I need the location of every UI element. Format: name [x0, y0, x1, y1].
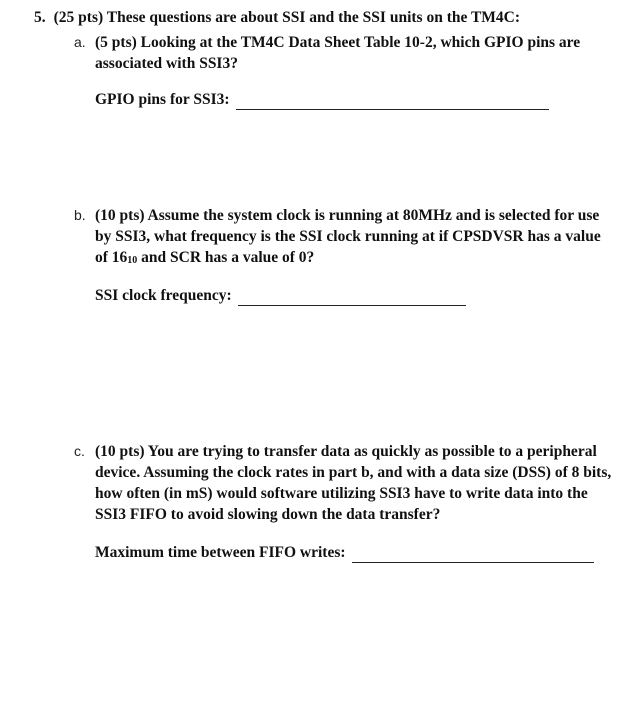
- part-a: [74, 32, 619, 74]
- part-c-prompt: [95, 441, 619, 525]
- part-c-answer-label: Maximum time between FIFO writes:: [95, 544, 346, 561]
- part-c-line-2: device. Assuming the clock rates in part b, and with a data size (DSS) of 8 bits,: [95, 464, 612, 481]
- question-number: 5.: [34, 9, 46, 26]
- part-b-line-2: by SSI3, what frequency is the SSI clock running at if CPSDVSR has a value: [95, 228, 601, 245]
- part-b-answer-blank[interactable]: [238, 289, 466, 306]
- part-b-line-3: [95, 247, 619, 270]
- part-a-answer-label: GPIO pins for SSI3:: [95, 91, 230, 108]
- part-c-answer-blank[interactable]: [352, 546, 594, 563]
- part-c-line-4: SSI3 FIFO to avoid slowing down the data transfer?: [95, 506, 441, 523]
- part-c-answer: [95, 543, 594, 563]
- question-header-text: (25 pts) These questions are about SSI and the SSI units on the TM4C:: [53, 9, 521, 26]
- part-b-answer: [95, 286, 466, 306]
- part-b-answer-label: SSI clock frequency:: [95, 287, 232, 304]
- part-b-line-3-post: and SCR has a value of 0?: [137, 249, 315, 266]
- part-b-letter: b.: [74, 207, 86, 223]
- question-header: [34, 8, 520, 28]
- part-b-line-3-pre: of 16: [95, 249, 128, 266]
- part-c-line-3: how often (in mS) would software utilizing SSI3 have to write data into the: [95, 485, 588, 502]
- part-b-line-3-subscript: 10: [127, 255, 138, 266]
- part-c: [74, 441, 619, 525]
- part-a-letter: a.: [74, 34, 86, 50]
- part-a-line-2: associated with SSI3?: [95, 55, 238, 72]
- part-b-line-1: (10 pts) Assume the system clock is running at 80MHz and is selected for use: [95, 207, 600, 224]
- part-c-letter: c.: [74, 443, 85, 459]
- part-a-answer-blank[interactable]: [236, 93, 549, 110]
- part-b-prompt: [95, 205, 619, 270]
- part-a-line-1: (5 pts) Looking at the TM4C Data Sheet Table 10-2, which GPIO pins are: [95, 34, 581, 51]
- part-a-answer: [95, 90, 549, 110]
- part-a-prompt: [95, 32, 619, 74]
- part-c-line-1: (10 pts) You are trying to transfer data as quickly as possible to a peripheral: [95, 443, 597, 460]
- part-b: [74, 205, 619, 270]
